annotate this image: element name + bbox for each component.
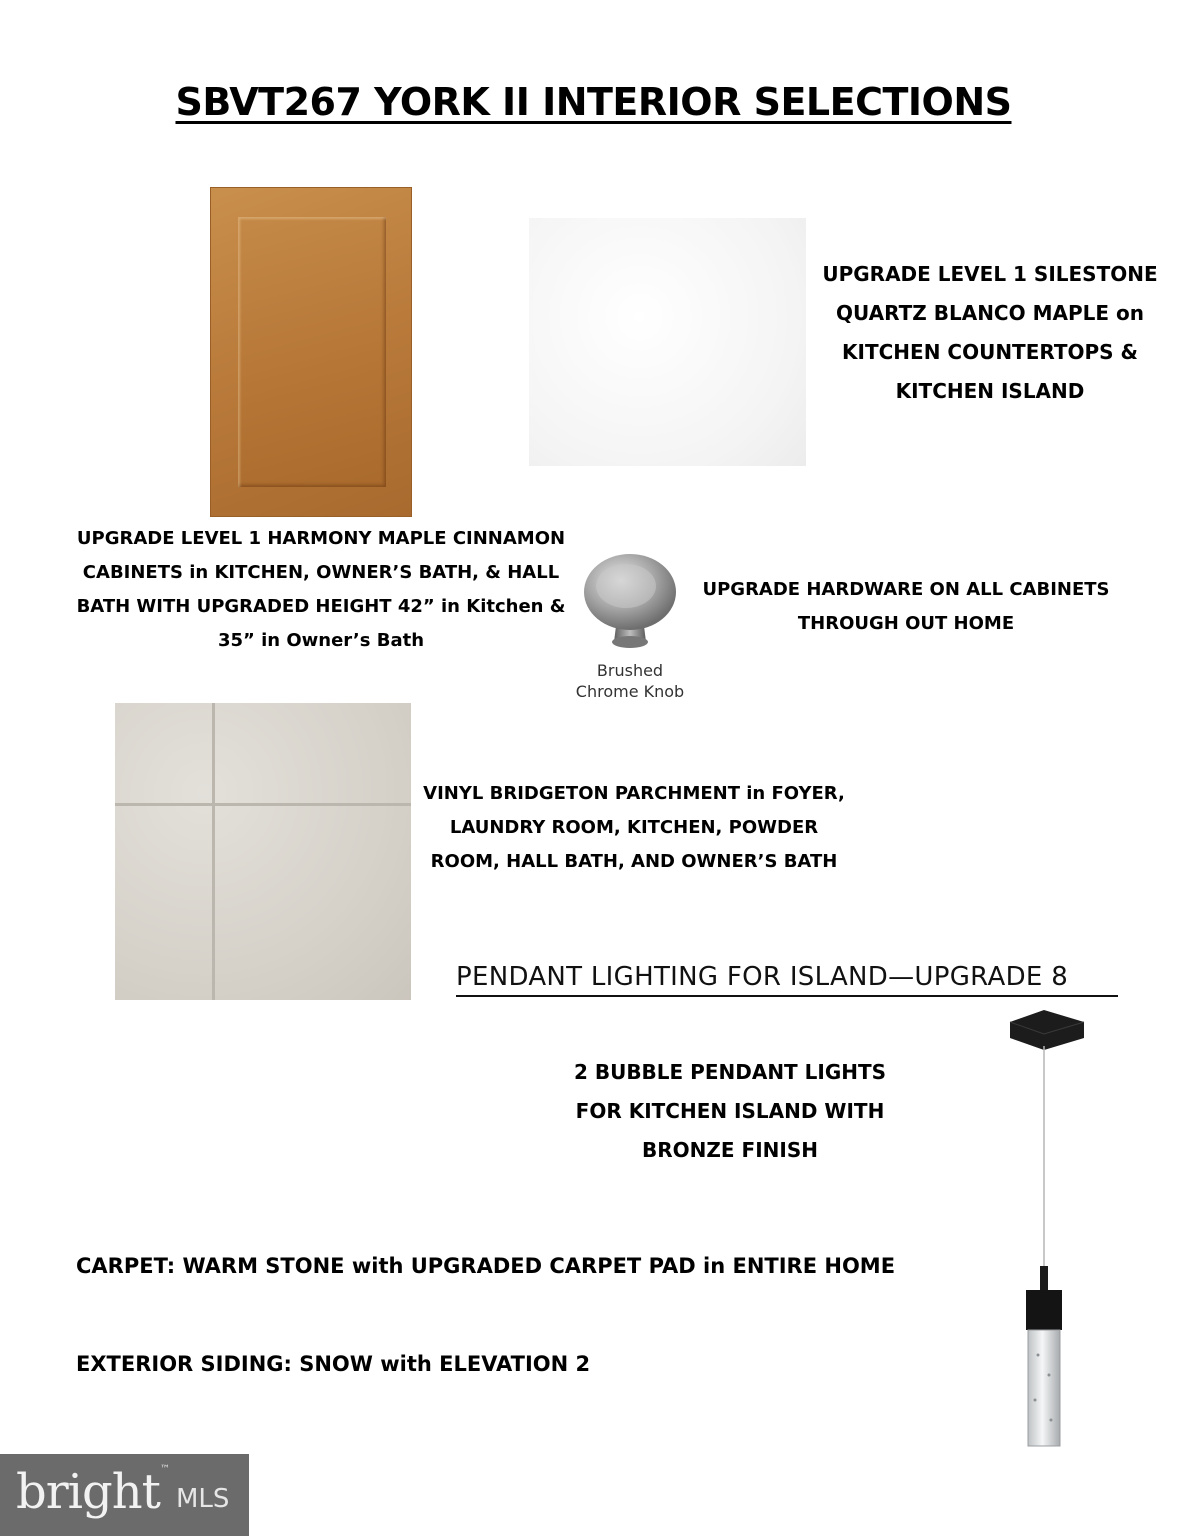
vinyl-caption-line: VINYL BRIDGETON PARCHMENT in FOYER, [423, 783, 845, 804]
hardware-caption-line: THROUGH OUT HOME [797, 613, 1015, 634]
cabinet-caption [60, 522, 582, 658]
logo-brand: bright [16, 1464, 160, 1520]
pendant-caption-line: BRONZE FINISH [642, 1138, 818, 1162]
cabinet-door-swatch [210, 187, 412, 517]
cabinet-caption-line: UPGRADE LEVEL 1 HARMONY MAPLE CINNAMON [76, 528, 566, 549]
hardware-caption [680, 573, 1132, 641]
cabinet-caption-line: BATH WITH UPGRADED HEIGHT 42” in Kitchen & [76, 596, 566, 617]
logo-trademark: ™ [160, 1464, 170, 1475]
pendant-caption [540, 1053, 920, 1170]
cabinet-caption-line: 35” in Owner’s Bath [217, 630, 425, 651]
pendant-caption-line: 2 BUBBLE PENDANT LIGHTS [573, 1060, 887, 1084]
vinyl-caption-line: LAUNDRY ROOM, KITCHEN, POWDER [449, 817, 819, 838]
page-title: SBVT267 YORK II INTERIOR SELECTIONS [175, 80, 1012, 124]
knob-label-line: Chrome Knob [575, 682, 685, 701]
knob-icon [568, 548, 692, 658]
vinyl-caption-line: ROOM, HALL BATH, AND OWNER’S BATH [430, 851, 838, 872]
pendant-lamp-icon [1002, 1010, 1086, 1460]
knob-label-line: Brushed [596, 661, 664, 680]
pendant-light-image [1002, 1010, 1086, 1460]
countertop-caption-line: KITCHEN COUNTERTOPS & [842, 340, 1138, 364]
bright-mls-logo [0, 1454, 249, 1536]
vinyl-floor-swatch [115, 703, 411, 1000]
hardware-caption-line: UPGRADE HARDWARE ON ALL CABINETS [702, 579, 1110, 600]
siding-line: EXTERIOR SIDING: SNOW with ELEVATION 2 [76, 1352, 591, 1376]
vinyl-caption [418, 777, 850, 879]
carpet-line: CARPET: WARM STONE with UPGRADED CARPET PAD in ENTIRE HOME [76, 1254, 896, 1278]
cabinet-knob-sample [568, 548, 692, 708]
knob-label [568, 660, 692, 702]
pendant-heading: PENDANT LIGHTING FOR ISLAND—UPGRADE 8 [456, 962, 1118, 997]
countertop-caption-line: KITCHEN ISLAND [895, 379, 1085, 403]
countertop-caption-line: QUARTZ BLANCO MAPLE on [836, 301, 1144, 325]
countertop-caption-line: UPGRADE LEVEL 1 SILESTONE [822, 262, 1158, 286]
logo-suffix: MLS [176, 1484, 230, 1514]
pendant-caption-line: FOR KITCHEN ISLAND WITH [575, 1099, 885, 1123]
cabinet-caption-line: CABINETS in KITCHEN, OWNER’S BATH, & HALL [82, 562, 560, 583]
tile-grout-line [115, 803, 411, 806]
cabinet-door-panel [238, 217, 386, 487]
countertop-caption [812, 255, 1168, 411]
quartz-countertop-swatch [529, 218, 806, 466]
tile-grout-line [212, 703, 215, 1000]
